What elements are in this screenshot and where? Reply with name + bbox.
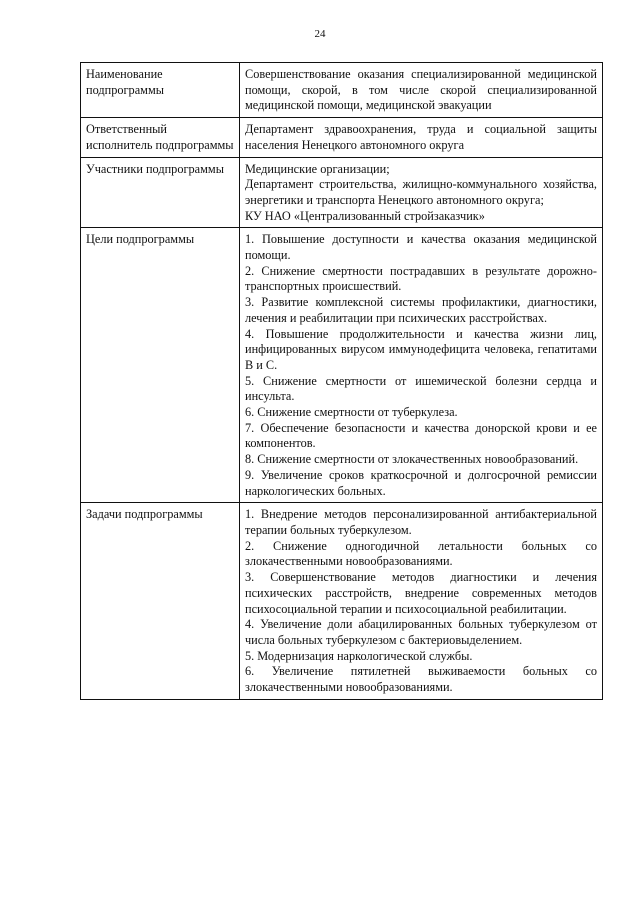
list-item: 5. Снижение смертности от ишемической болезни сердца и инсульта.: [245, 373, 597, 404]
row-label-name: Наименование подпрограммы: [81, 63, 240, 118]
table-row-name: [81, 63, 603, 118]
list-item: 3. Развитие комплексной системы профилактики, диагностики, лечения и реабилитации при психических расстройствах.: [245, 295, 597, 325]
list-item: 6. Увеличение пятилетней выживаемости больных со злокачественными новообразованиями.: [245, 664, 597, 695]
list-item: 2. Снижение одногодичной летальности больных со злокачественными новообразованиями.: [245, 538, 597, 569]
page-number: 24: [314, 28, 326, 40]
row-label-responsible: Ответственный исполнитель подпрограммы: [81, 118, 240, 157]
row-value-tasks: [240, 503, 603, 699]
list-item: Медицинские организации;: [245, 161, 390, 176]
row-value-responsible: [240, 118, 603, 157]
list-item: Департамент строительства, жилищно-коммунального хозяйства, энергетики и транспорта Ненецкого автономного округа;: [245, 177, 597, 207]
list-item: КУ НАО «Централизованный стройзаказчик»: [245, 208, 485, 223]
list-item: 5. Модернизация наркологической службы.: [245, 648, 473, 663]
list-item: 4. Увеличение доли абацилированных больных туберкулезом от числа больных туберкулезом с бактериовыделением.: [245, 617, 597, 647]
list-item: 7. Обеспечение безопасности и качества донорской крови и ее компонентов.: [245, 420, 597, 451]
table-row-tasks: [81, 503, 603, 699]
list-item: Департамент здравоохранения, труда и социальной защиты населения Ненецкого автономного округа: [245, 122, 597, 152]
row-value-participants: [240, 157, 603, 228]
row-label-goals: Цели подпрограммы: [81, 228, 240, 503]
row-value-goals: [240, 228, 603, 503]
list-item: 2. Снижение смертности пострадавших в результате дорожно-транспортных происшествий.: [245, 263, 597, 294]
row-value-name: [240, 63, 603, 118]
table-row-participants: [81, 157, 603, 228]
list-item: 1. Внедрение методов персонализированной антибактериальной терапии больных туберкулезом.: [245, 507, 597, 537]
list-item: 1. Повышение доступности и качества оказания медицинской помощи.: [245, 232, 597, 263]
list-item: 4. Повышение продолжительности и качества жизни лиц, инфицированных вирусом иммунодефицита человека, гепатитами В и С.: [245, 326, 597, 372]
table-row-responsible: [81, 118, 603, 157]
subprogram-passport-table: [80, 62, 603, 700]
row-label-participants: Участники подпрограммы: [81, 157, 240, 228]
row-label-tasks: Задачи подпрограммы: [81, 503, 240, 699]
table-row-goals: [81, 228, 603, 503]
list-item: 6. Снижение смертности от туберкулеза.: [245, 405, 458, 420]
list-item: 3. Совершенствование методов диагностики и лечения психических расстройств, внедрение современных методов психосоциальной терапии и психосоциальной реабилитации.: [245, 570, 597, 616]
list-item: 8. Снижение смертности от злокачественных новообразований.: [245, 452, 579, 467]
list-item: 9. Увеличение сроков краткосрочной и долгосрочной ремиссии наркологических больных.: [245, 467, 597, 498]
list-item: Совершенствование оказания специализированной медицинской помощи, скорой, в том числе скорой специализированной медицинской помощи, медицинской эвакуации: [245, 67, 597, 113]
